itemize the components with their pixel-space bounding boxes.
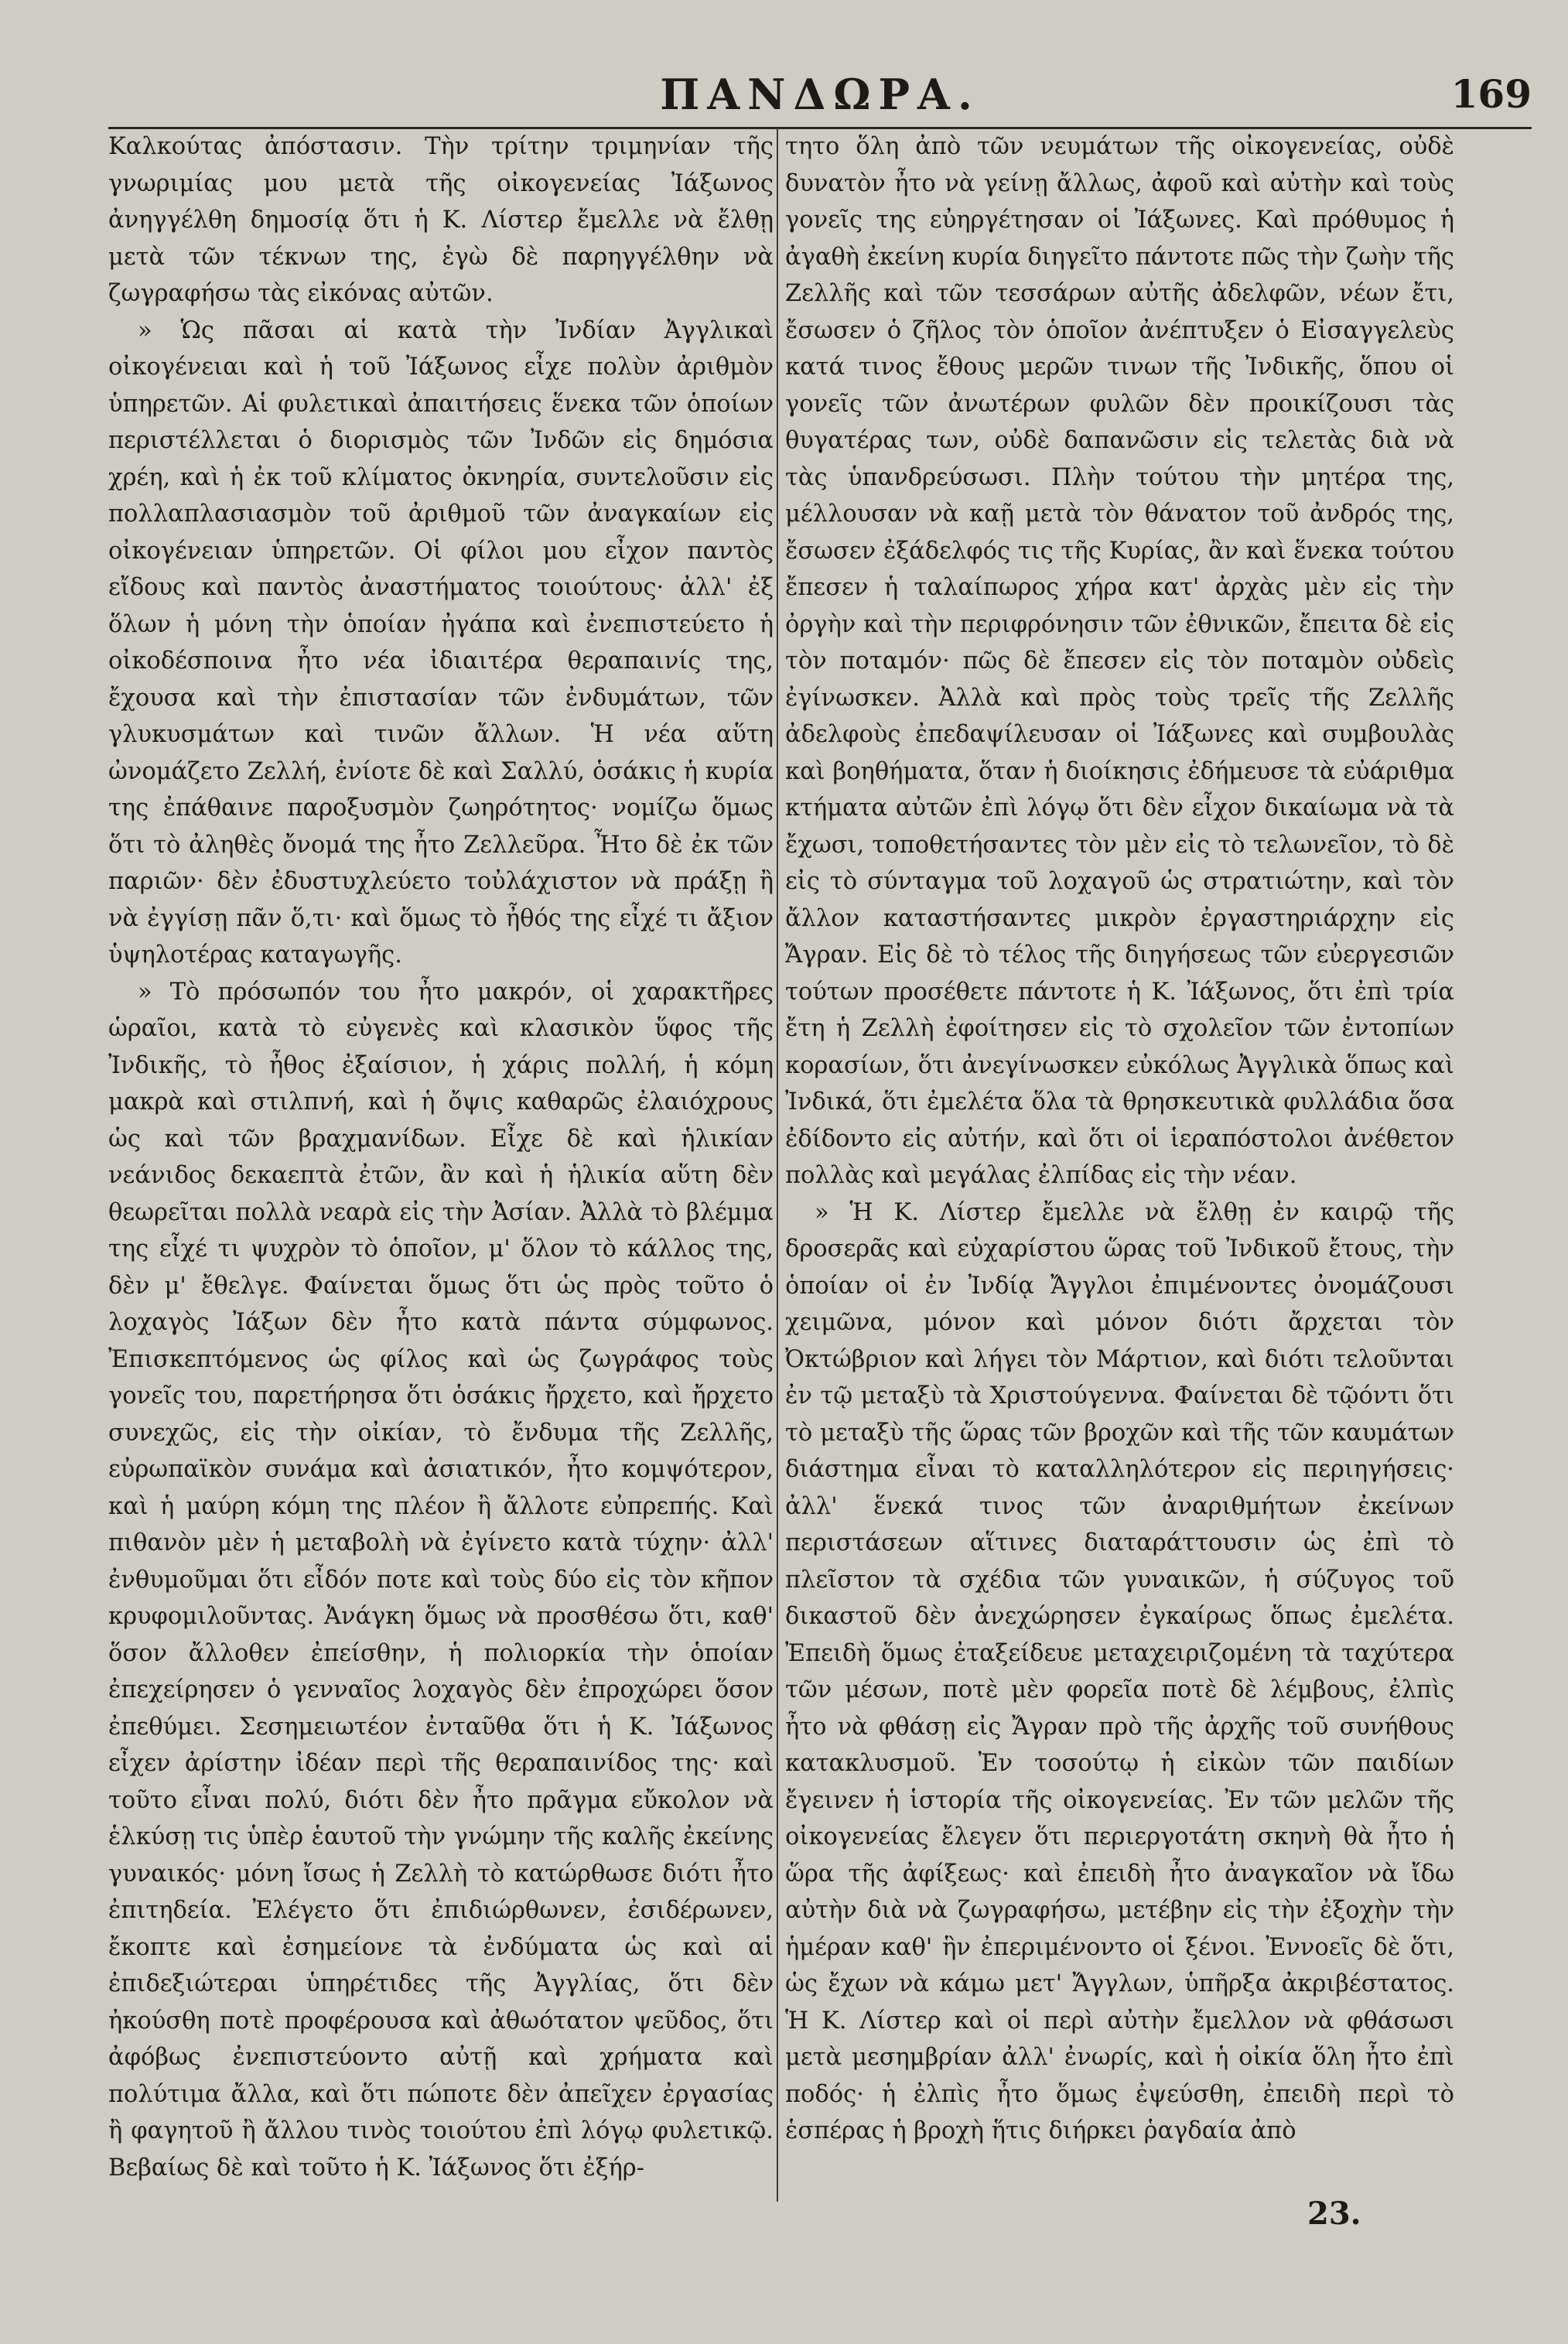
right-paragraph-2: » Ἡ Κ. Λίστερ ἔμελλε νὰ ἔλθῃ ἐν καιρῷ τῆς δροσερᾶς καὶ εὐχαρίστου ὥρας τοῦ Ἰνδικοῦ ἔτους, τὴν ὁποίαν οἱ ἐν Ἰνδίᾳ Ἄγγλοι ἐπιμένοντες ὀνομάζουσι χειμῶνα, μόνον καὶ μόνον διότι ἄρχεται τὸν Ὀκτώβριον καὶ λήγει τὸν Μάρτιον, καὶ διότι τελοῦνται ἐν τῷ μεταξὺ τὰ Χριστούγεννα. Φαίνεται δὲ τῷόντι ὅτι τὸ μεταξὺ τῆς ὥρας τῶν βροχῶν καὶ τῆς τῶν καυμάτων διάστημα εἶναι τὸ καταλληλότερον εἰς περιηγήσεις· ἀλλ' ἕνεκά τινος τῶν ἀναριθμήτων ἐκείνων περιστάσεων αἵτινες διαταράττουσιν ὡς ἐπὶ τὸ πλεῖστον τὰ σχέδια τῶν γυναικῶν, ἡ σύζυγος τοῦ δικαστοῦ δὲν ἀνεχώρησεν ἐγκαίρως ὅπως ἐμελέτα. Ἐπειδὴ ὅμως ἐταξείδευε μεταχειριζομένη τὰ ταχύτερα τῶν μέσων, ποτὲ μὲν φορεῖα ποτὲ δὲ λέμβους, ἐλπὶς ἦτο νὰ φθάσῃ εἰς Ἄγραν πρὸ τῆς ἀρχῆς τοῦ συνήθους κατακλυσμοῦ. Ἐν τοσούτῳ ἡ εἰκὼν τῶν παιδίων ἔγεινεν ἡ ἱστορία τῆς οἰκογενείας. Ἐν τῶν μελῶν τῆς οἰκογενείας ἔλεγεν ὅτι περιεργοτάτη σκηνὴ θὰ ἦτο ἡ ὥρα τῆς ἀφίξεως· καὶ ἐπειδὴ ἦτο ἀναγκαῖον νὰ ἴδω αὐτὴν διὰ νὰ ζωγραφήσω, μετέβην εἰς τὴν ἐξοχὴν τὴν ἡμέραν καθ' ἣν ἐπεριμένοντο οἱ ξένοι. Ἐννοεῖς δὲ ὅτι, ὡς ἔχων νὰ κάμω μετ' Ἄγγλων, ὑπῆρξα ἀκριβέστατος. Ἡ Κ. Λίστερ καὶ οἱ περὶ αὐτὴν ἔμελλον νὰ φθάσωσι μετὰ μεσημβρίαν ἀλλ' ἐνωρίς, καὶ ἡ οἰκία ὅλη ἦτο ἐπὶ ποδός· ἡ ἐλπὶς ἦτο ὅμως ἐψεύσθη, ἐπειδὴ περὶ τὸ ἑσπέρας ἡ βροχὴ ἥτις διήρκει ῥαγδαία ἀπὸ	[785, 1198, 1454, 2144]
left-paragraph-3: » Τὸ πρόσωπόν του ἦτο μακρόν, οἱ χαρακτῆρες ὡραῖοι, κατὰ τὸ εὐγενὲς καὶ κλασικὸν ὕφος τῆς Ἰνδικῆς, τὸ ἦθος ἐξαίσιον, ἡ χάρις πολλή, ἡ κόμη μακρὰ καὶ στιλπνή, καὶ ἡ ὄψις καθαρῶς ἐλαιόχρους ὡς καὶ τῶν βραχμανίδων. Εἶχε δὲ καὶ ἡλικίαν νεάνιδος δεκαεπτὰ ἐτῶν, ἂν καὶ ἡ ἡλικία αὕτη δὲν θεωρεῖται πολλὰ νεαρὰ εἰς τὴν Ἀσίαν. Ἀλλὰ τὸ βλέμμα της εἶχέ τι ψυχρὸν τὸ ὁποῖον, μ' ὅλον τὸ κάλλος της, δὲν μ' ἔθελγε. Φαίνεται ὅμως ὅτι ὡς πρὸς τοῦτο ὁ λοχαγὸς Ἰάξων δὲν ἦτο κατὰ πάντα σύμφωνος. Ἐπισκεπτόμενος ὡς φίλος καὶ ὡς ζωγράφος τοὺς γονεῖς του, παρετήρησα ὅτι ὁσάκις ἤρχετο, καὶ ἤρχετο συνεχῶς, εἰς τὴν οἰκίαν, τὸ ἔνδυμα τῆς Ζελλῆς, εὐρωπαϊκὸν συνάμα καὶ ἀσιατικόν, ἦτο κομψότερον, καὶ ἡ μαύρη κόμη της πλέον ἢ ἄλλοτε εὐπρεπής. Καὶ πιθανὸν μὲν ἡ μεταβολὴ νὰ ἐγίνετο κατὰ τύχην· ἀλλ' ἐνθυμοῦμαι ὅτι εἶδόν ποτε καὶ τοὺς δύο εἰς τὸν κῆπον κρυφομιλοῦντας. Ἀνάγκη ὅμως νὰ προσθέσω ὅτι, καθ' ὅσον ἄλλοθεν ἐπείσθην, ἡ πολιορκία τὴν ὁποίαν ἐπεχείρησεν ὁ γενναῖος λοχαγὸς δὲν ἐπροχώρει ὅσον ἐπεθύμει. Σεσημειωτέον ἐνταῦθα ὅτι ἡ Κ. Ἰάξωνος εἶχεν ἀρίστην ἰδέαν περὶ τῆς θεραπαινίδος της· καὶ τοῦτο εἶναι πολύ, διότι δὲν ἦτο πρᾶγμα εὔκολον νὰ ἑλκύσῃ τις ὑπὲρ ἑαυτοῦ τὴν γνώμην τῆς καλῆς ἐκείνης γυναικός· μόνη ἴσως ἡ Ζελλὴ τὸ κατώρθωσε διότι ἦτο ἐπιτηδεία. Ἐλέγετο ὅτι ἐπιδιώρθωνεν, ἐσιδέρωνεν, ἔκοπτε καὶ ἐσημείονε τὰ ἐνδύματα ὡς καὶ αἱ ἐπιδεξιώτεραι ὑπηρέτιδες τῆς Ἀγγλίας, ὅτι δὲν ἠκούσθη ποτὲ προφέρουσα καὶ ἀθωότατον ψεῦδος, ὅτι ἀφόβως ἐνεπιστεύοντο αὐτῇ καὶ χρήματα καὶ πολύτιμα ἄλλα, καὶ ὅτι πώποτε δὲν ἀπεῖχεν ἐργασίας ἢ φαγητοῦ ἢ ἄλλου τινὸς τοιούτου ἐπὶ λόγῳ φυλετικῷ. Βεβαίως δὲ καὶ τοῦτο ἡ Κ. Ἰάξωνος ὅτι ἐξήρ-	[108, 978, 774, 2182]
left-paragraph-2: » Ὡς πᾶσαι αἱ κατὰ τὴν Ἰνδίαν Ἀγγλικαὶ οἰκογένειαι καὶ ἡ τοῦ Ἰάξωνος εἶχε πολὺν ἀριθμὸν ὑπηρετῶν. Αἱ φυλετικαὶ ἀπαιτήσεις ἕνεκα τῶν ὁποίων περιστέλλεται ὁ διορισμὸς τῶν Ἰνδῶν εἰς δημόσια χρέη, καὶ ἡ ἐκ τοῦ κλίματος ὀκνηρία, συντελοῦσιν εἰς πολλαπλασιασμὸν τοῦ ἀριθμοῦ τῶν ἀναγκαίων εἰς οἰκογένειαν ὑπηρετῶν. Οἱ φίλοι μου εἶχον παντὸς εἴδους καὶ παντὸς ἀναστήματος τοιούτους· ἀλλ' ἐξ ὅλων ἡ μόνη τὴν ὁποίαν ἠγάπα καὶ ἐνεπιστεύετο ἡ οἰκοδέσποινα ἦτο νέα ἰδιαιτέρα θεραπαινίς της, ἔχουσα καὶ τὴν ἐπιστασίαν τῶν ἐνδυμάτων, τῶν γλυκυσμάτων καὶ τινῶν ἄλλων. Ἡ νέα αὕτη ὠνομάζετο Ζελλή, ἐνίοτε δὲ καὶ Σαλλύ, ὁσάκις ἡ κυρία της ἐπάθαινε παροξυσμὸν ζωηρότητος· νομίζω ὅμως ὅτι τὸ ἀληθὲς ὄνομά της ἦτο Ζελλεῦρα. Ἦτο δὲ ἐκ τῶν παριῶν· δὲν ἐδυστυχλεύετο τοὐλάχιστον νὰ πράξῃ ἢ νὰ ἐγγίσῃ πᾶν ὅ,τι· καὶ ὅμως τὸ ἦθός της εἶχέ τι ἄξιον ὑψηλοτέρας καταγωγῆς.	[108, 316, 774, 969]
running-title: ΠΑΝΔΩΡΑ.	[660, 70, 980, 119]
page-header	[108, 67, 1532, 128]
page-number: 169	[1450, 71, 1532, 117]
signature-mark: 23.	[1307, 2195, 1361, 2232]
right-column	[785, 128, 1454, 2150]
left-column	[108, 128, 774, 2186]
right-paragraph-1: τητο ὅλη ἀπὸ τῶν νευμάτων τῆς οἰκογενείας, οὐδὲ δυνατὸν ἦτο νὰ γείνῃ ἄλλως, ἀφοῦ καὶ αὐτὴν καὶ τοὺς γονεῖς της εὐηργέτησαν οἱ Ἰάξωνες. Καὶ πρόθυμος ἡ ἀγαθὴ ἐκείνη κυρία διηγεῖτο πάντοτε πῶς τὴν ζωὴν τῆς Ζελλῆς καὶ τῶν τεσσάρων αὐτῆς ἀδελφῶν, νέων ἔτι, ἔσωσεν ὁ ζῆλος τὸν ὁποῖον ἀνέπτυξεν ὁ Εἰσαγγελεὺς κατά τινος ἔθους μερῶν τινων τῆς Ἰνδικῆς, ὅπου οἱ γονεῖς τῶν ἀνωτέρων φυλῶν δὲν προικίζουσι τὰς θυγατέρας των, οὐδὲ δαπανῶσιν εἰς τελετὰς διὰ νὰ τὰς ὑπανδρεύσωσι. Πλὴν τούτου τὴν μητέρα της, μέλλουσαν νὰ καῇ μετὰ τὸν θάνατον τοῦ ἀνδρός της, ἔσωσεν ἐξάδελφός τις τῆς Κυρίας, ἂν καὶ ἕνεκα τούτου ἔπεσεν ἡ ταλαίπωρος χήρα κατ' ἀρχὰς μὲν εἰς τὴν ὀργὴν καὶ τὴν περιφρόνησιν τῶν ἐθνικῶν, ἔπειτα δὲ εἰς τὸν ποταμόν· πῶς δὲ ἔπεσεν εἰς τὸν ποταμὸν οὐδεὶς ἐγίνωσκεν. Ἀλλὰ καὶ πρὸς τοὺς τρεῖς τῆς Ζελλῆς ἀδελφοὺς ἐπεδαψίλευσαν οἱ Ἰάξωνες καὶ συμβουλὰς καὶ βοηθήματα, ὅταν ἡ διοίκησις ἐδήμευσε τὰ εὐάριθμα κτήματα αὐτῶν ἐπὶ λόγῳ ὅτι δὲν εἶχον δικαίωμα νὰ τὰ ἔχωσι, τοποθετήσαντες τὸν μὲν εἰς τὸ τελωνεῖον, τὸ δὲ εἰς τὸ σύνταγμα τοῦ λοχαγοῦ ὡς στρατιώτην, καὶ τὸν ἄλλον καταστήσαντες μικρὸν ἐργαστηριάρχην εἰς Ἄγραν. Εἰς δὲ τὸ τέλος τῆς διηγήσεως τῶν εὐεργεσιῶν τούτων προσέθετε πάντοτε ἡ Κ. Ἰάξωνος, ὅτι ἐπὶ τρία ἔτη ἡ Ζελλὴ ἐφοίτησεν εἰς τὸ σχολεῖον τῶν ἐντοπίων κορασίων, ὅτι ἀνεγίνωσκεν εὐκόλως Ἀγγλικὰ ὅπως καὶ Ἰνδικά, ὅτι ἐμελέτα ὅλα τὰ θρησκευτικὰ φυλλάδια ὅσα ἐδίδοντο εἰς αὐτήν, καὶ ὅτι οἱ ἱεραπόστολοι ἀνέθετον πολλὰς καὶ μεγάλας ἐλπίδας εἰς τὴν νέαν.	[785, 133, 1454, 1189]
left-paragraph-1: Καλκούτας ἀπόστασιν. Τὴν τρίτην τριμηνίαν τῆς γνωριμίας μου μετὰ τῆς οἰκογενείας Ἰάξωνος ἀνηγγέλθη δημοσίᾳ ὅτι ἡ Κ. Λίστερ ἔμελλε νὰ ἔλθῃ μετὰ τῶν τέκνων της, ἐγὼ δὲ παρηγγέλθην νὰ ζωγραφήσω τὰς εἰκόνας αὐτῶν.	[108, 133, 774, 307]
column-divider	[777, 128, 778, 2202]
